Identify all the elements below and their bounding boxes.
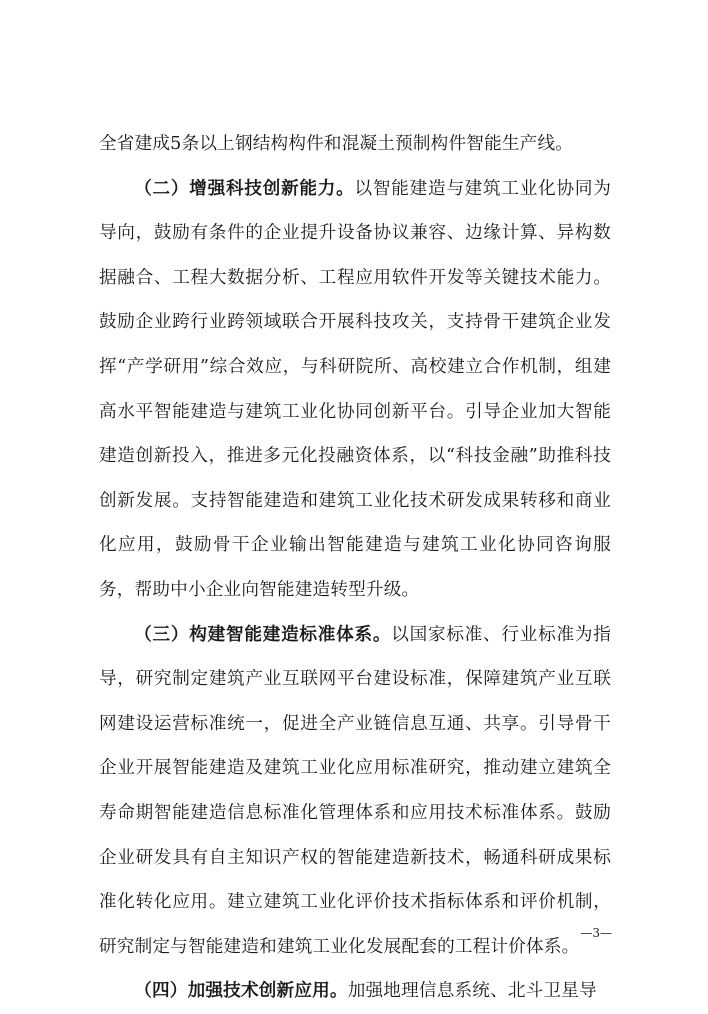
paragraph-4-text: 加强地理信息系统、北斗卫星导 — [347, 981, 597, 1002]
document-body — [99, 122, 611, 1014]
section-heading-4: （四）加强技术创新应用。 — [134, 981, 348, 1002]
paragraph-3 — [99, 613, 611, 970]
paragraph-2-text: 以智能建造与建筑工业化协同为导向，鼓励有条件的企业提升设备协议兼容、边缘计算、异构数据融合、工程大数据分析、工程应用软件开发等关键技术能力。鼓励企业跨行业跨领域联合开展科技攻关，支持骨干建筑企业发挥“产学研用”综合效应，与科研院所、高校建立合作机制，组建高水平智能建造与建筑工业化协同创新平台。引导企业加大智能建造创新投入，推进多元化投融资体系，以“科技金融”助推科技创新发展。支持智能建造和建筑工业化技术研发成果转移和商业化应用，鼓励骨干企业输出智能建造与建筑工业化协同咨询服务，帮助中小企业向智能建造转型升级。 — [99, 178, 611, 600]
paragraph-1 — [99, 122, 611, 167]
page-number: —3— — [580, 926, 612, 940]
paragraph-2 — [99, 167, 611, 613]
paragraph-3-text: 以国家标准、行业标准为指导，研究制定建筑产业互联网平台建设标准，保障建筑产业互联网建设运营标准统一，促进全产业链信息互通、共享。引导骨干企业开展智能建造及建筑工业化应用标准研究，推动建立建筑全寿命期智能建造信息标准化管理体系和应用技术标准体系。鼓励企业研发具有自主知识产权的智能建造新技术，畅通科研成果标准化转化应用。建立建筑工业化评价技术指标体系和评价机制，研究制定与智能建造和建筑工业化发展配套的工程计价体系。 — [99, 624, 611, 957]
section-heading-3: （三）构建智能建造标准体系。 — [134, 624, 392, 645]
section-heading-2: （二）增强科技创新能力。 — [134, 178, 355, 199]
paragraph-4 — [99, 969, 611, 1014]
paragraph-1-text: 全省建成5条以上钢结构构件和混凝土预制构件智能生产线。 — [99, 134, 574, 154]
